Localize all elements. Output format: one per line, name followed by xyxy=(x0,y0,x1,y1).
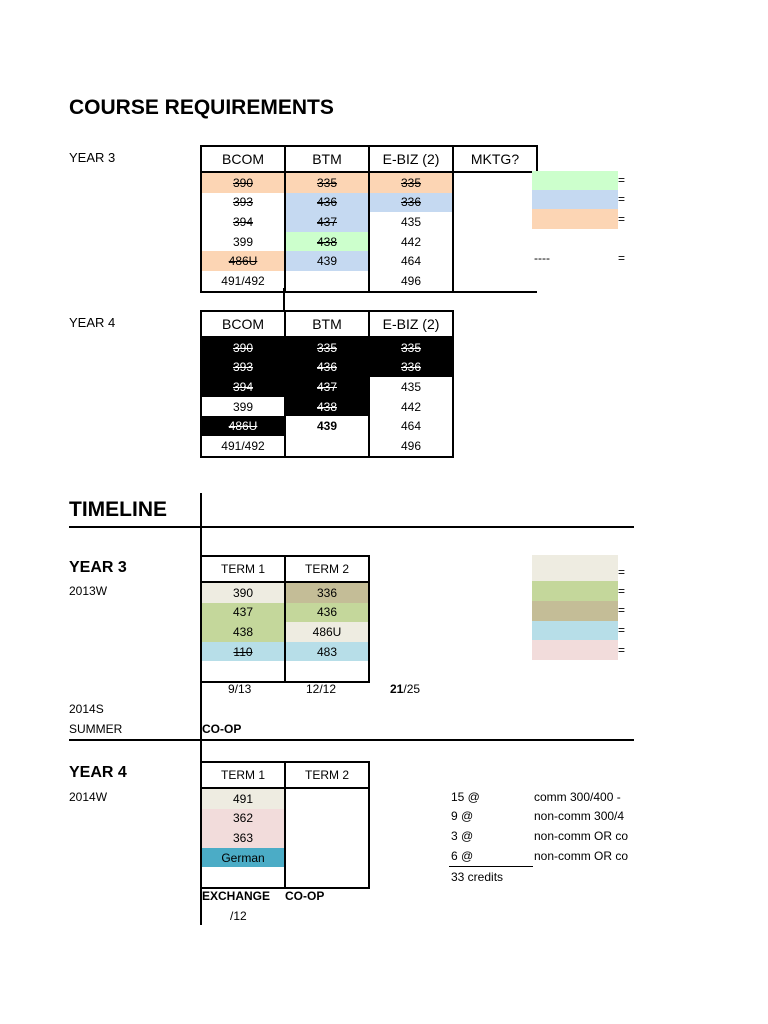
table-cell: 442 xyxy=(369,397,453,417)
summer-coop: CO-OP xyxy=(202,722,242,736)
table-cell xyxy=(201,867,285,888)
table-cell: 491/492 xyxy=(201,271,285,292)
term2-credit-count: 12/12 xyxy=(306,682,337,696)
credit-desc: non-comm OR co xyxy=(534,849,629,863)
table-cell: 335 xyxy=(285,172,369,193)
table-cell: 496 xyxy=(369,436,453,457)
legend-swatch-lightblue xyxy=(532,621,618,640)
col-header-ebiz: E-BIZ (2) xyxy=(369,146,453,172)
timeline-divider xyxy=(69,526,634,528)
timeline-year4-label: YEAR 4 xyxy=(69,764,127,781)
timeline-year4-session: 2014W xyxy=(69,790,108,804)
legend-equals: = xyxy=(618,584,626,598)
summer-session: 2014S xyxy=(69,702,104,716)
col-header-btm: BTM xyxy=(285,311,369,337)
table-cell xyxy=(453,271,537,292)
year4-credit-count: /12 xyxy=(230,909,247,923)
timeline-title: TIMELINE xyxy=(69,498,167,521)
table-cell: 486U xyxy=(201,251,285,271)
exchange-note: EXCHANGE xyxy=(202,889,271,903)
timeline-year3-session: 2013W xyxy=(69,584,108,598)
table-cell: 483 xyxy=(285,642,369,662)
col-header-term1: TERM 1 xyxy=(201,556,285,582)
coop-note: CO-OP xyxy=(285,889,325,903)
table-cell: 496 xyxy=(369,271,453,292)
credit-desc: non-comm 300/4 xyxy=(534,809,625,823)
credit-qty: 3 @ xyxy=(451,829,474,843)
table-cell: 486U xyxy=(201,416,285,436)
col-header-mktg: MKTG? xyxy=(453,146,537,172)
table-cell: 438 xyxy=(285,232,369,252)
legend-equals: = xyxy=(618,192,626,206)
table-cell: 486U xyxy=(285,622,369,642)
legend-equals: = xyxy=(618,623,626,637)
legend-equals: = xyxy=(618,251,626,265)
table-cell xyxy=(453,172,537,193)
table-cell: 439 xyxy=(285,251,369,271)
table-cell: 442 xyxy=(369,232,453,252)
table-cell: 438 xyxy=(201,622,285,642)
table-cell: 436 xyxy=(285,358,369,378)
credit-sum-rule xyxy=(449,866,533,867)
table-cell xyxy=(285,828,369,848)
credit-qty: 6 @ xyxy=(451,849,474,863)
timeline-year3-label: YEAR 3 xyxy=(69,559,127,576)
summer-label: SUMMER xyxy=(69,722,123,736)
table-cell: 394 xyxy=(201,212,285,232)
legend-equals: = xyxy=(618,643,626,657)
table-cell: 393 xyxy=(201,193,285,213)
table-cell: 335 xyxy=(285,337,369,358)
table-cell: 435 xyxy=(369,212,453,232)
table-cell xyxy=(201,661,285,682)
table-cell xyxy=(285,271,369,292)
year3-credit-total: 21/25 xyxy=(390,682,421,696)
legend-equals: = xyxy=(618,603,626,617)
table-cell xyxy=(285,436,369,457)
table-cell xyxy=(453,232,537,252)
year4-label: YEAR 4 xyxy=(69,315,116,330)
table-cell: 336 xyxy=(369,358,453,378)
table-cell: 110 xyxy=(201,642,285,662)
legend-dash: ---- xyxy=(534,251,550,265)
legend-equals: = xyxy=(618,212,626,226)
credit-qty: 15 @ xyxy=(451,790,480,804)
credit-desc: comm 300/400 - xyxy=(534,790,621,804)
credit-qty: 9 @ xyxy=(451,809,474,823)
year3-requirements-table xyxy=(200,145,538,293)
table-cell: 363 xyxy=(201,828,285,848)
table-cell xyxy=(285,867,369,888)
table-cell: 335 xyxy=(369,337,453,358)
table-cell: 394 xyxy=(201,377,285,397)
table-cell xyxy=(285,788,369,809)
summer-divider xyxy=(69,739,634,741)
table-cell: 393 xyxy=(201,358,285,378)
legend-swatch-beige xyxy=(532,555,618,581)
table-cell: 390 xyxy=(201,582,285,603)
col-header-bcom: BCOM xyxy=(201,146,285,172)
table-cell xyxy=(453,212,537,232)
table-cell: 362 xyxy=(201,809,285,829)
table-cell: 436 xyxy=(285,603,369,623)
table-cell: 438 xyxy=(285,397,369,417)
table-cell: 491 xyxy=(201,788,285,809)
legend-swatch-green xyxy=(532,171,618,190)
credit-desc: non-comm OR co xyxy=(534,829,629,843)
legend-swatch-pink xyxy=(532,640,618,660)
table-cell xyxy=(285,661,369,682)
table-cell: 435 xyxy=(369,377,453,397)
table-cell xyxy=(453,251,537,271)
term1-credit-count: 9/13 xyxy=(228,682,252,696)
table-cell: 439 xyxy=(285,416,369,436)
table-cell xyxy=(453,193,537,213)
year3-terms-table xyxy=(200,555,370,683)
legend-swatch-orange xyxy=(532,209,618,229)
table-cell: 399 xyxy=(201,232,285,252)
year4-terms-table xyxy=(200,761,370,889)
table-cell: 464 xyxy=(369,416,453,436)
col-header-btm: BTM xyxy=(285,146,369,172)
connector-line xyxy=(283,288,285,310)
col-header-term2: TERM 2 xyxy=(285,762,369,788)
year4-requirements-table xyxy=(200,310,454,458)
year3-label: YEAR 3 xyxy=(69,150,116,165)
table-cell: 437 xyxy=(285,212,369,232)
legend-swatch-blue xyxy=(532,190,618,209)
table-cell xyxy=(285,848,369,868)
table-cell: 437 xyxy=(285,377,369,397)
table-cell: 437 xyxy=(201,603,285,623)
legend-swatch-tan xyxy=(532,601,618,621)
col-header-bcom: BCOM xyxy=(201,311,285,337)
col-header-term2: TERM 2 xyxy=(285,556,369,582)
table-cell: 336 xyxy=(285,582,369,603)
legend-equals: = xyxy=(618,565,626,579)
table-cell xyxy=(285,809,369,829)
table-cell: 464 xyxy=(369,251,453,271)
col-header-ebiz: E-BIZ (2) xyxy=(369,311,453,337)
table-cell: 390 xyxy=(201,337,285,358)
col-header-term1: TERM 1 xyxy=(201,762,285,788)
page-title: COURSE REQUIREMENTS xyxy=(69,96,334,119)
table-cell: 335 xyxy=(369,172,453,193)
legend-swatch-green xyxy=(532,581,618,601)
table-cell: 436 xyxy=(285,193,369,213)
credit-total: 33 credits xyxy=(451,870,504,884)
table-cell: 336 xyxy=(369,193,453,213)
table-cell: 491/492 xyxy=(201,436,285,457)
table-cell: German xyxy=(201,848,285,868)
legend-equals: = xyxy=(618,173,626,187)
table-cell: 390 xyxy=(201,172,285,193)
table-cell: 399 xyxy=(201,397,285,417)
